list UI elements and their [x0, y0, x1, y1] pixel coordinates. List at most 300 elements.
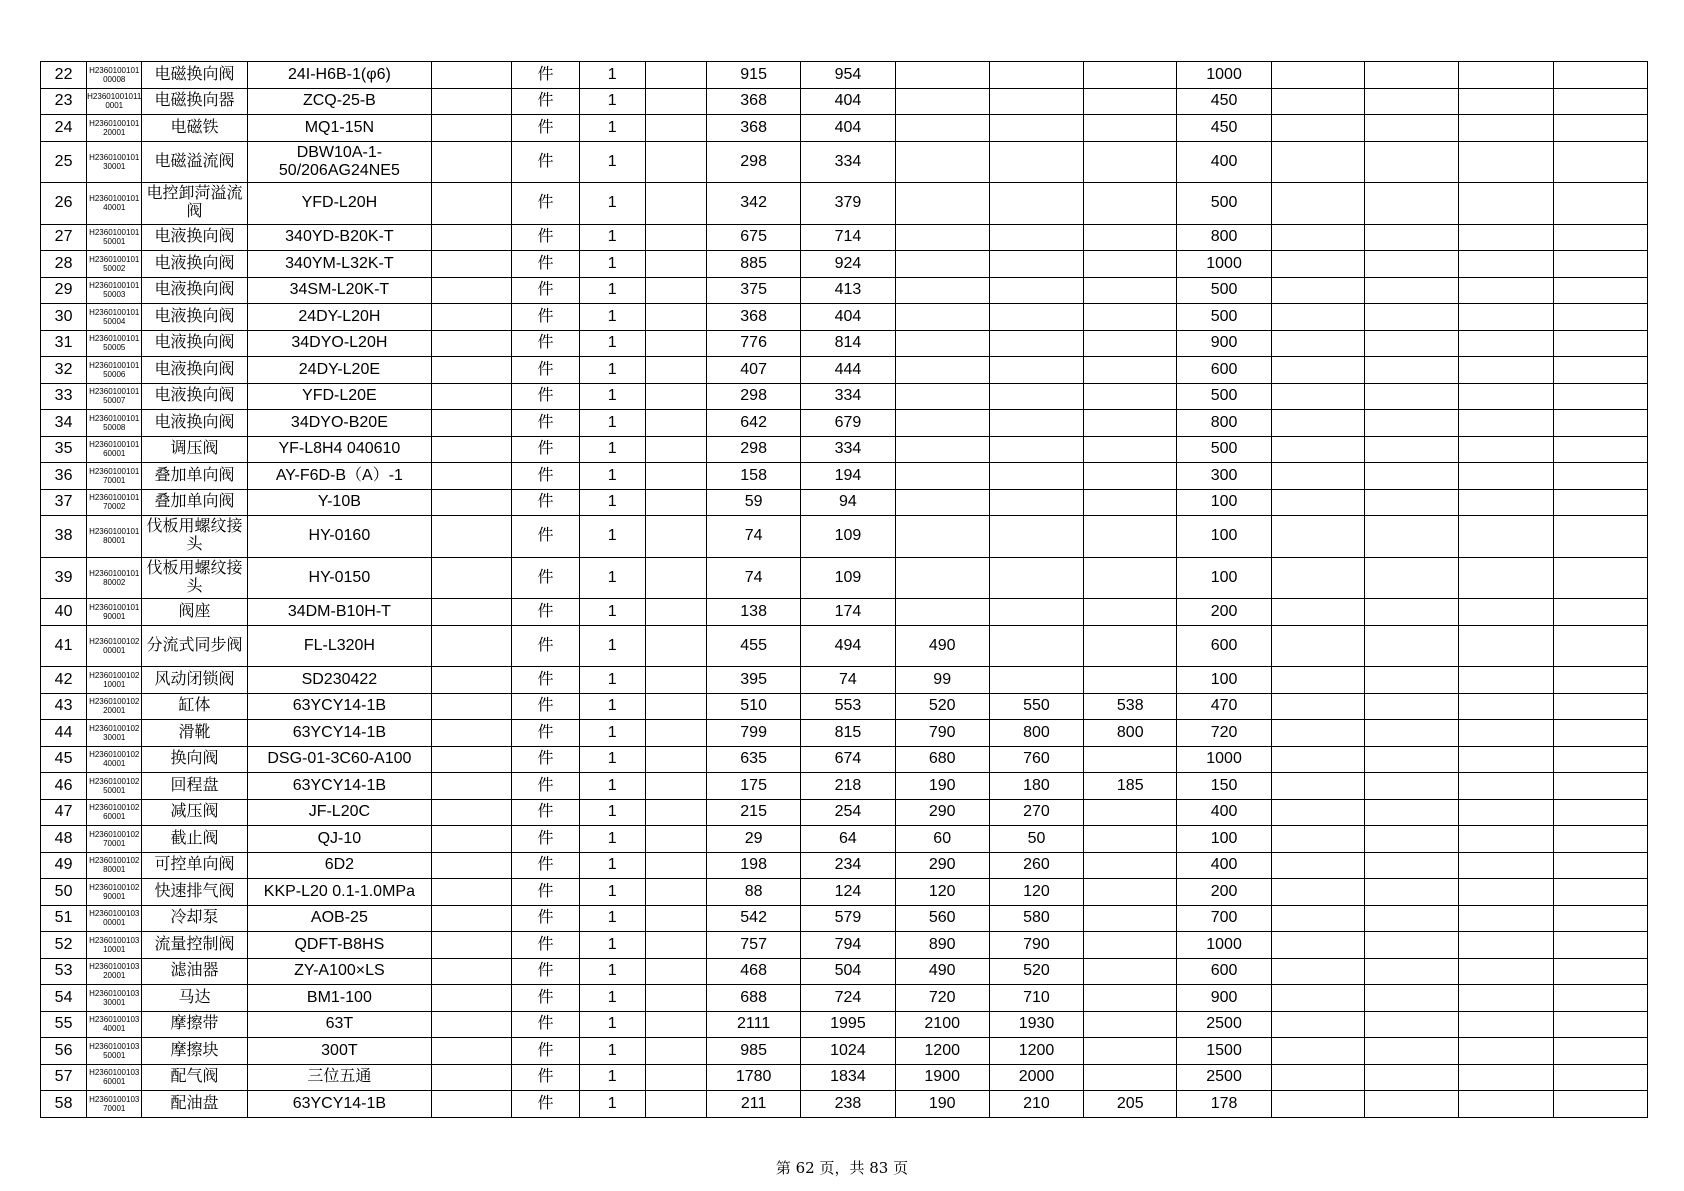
item-unit: 件: [512, 62, 579, 89]
price-2: 413: [801, 277, 895, 304]
item-name: 流量控制阀: [142, 932, 247, 959]
row-number: 23: [41, 88, 87, 115]
price-2: 109: [801, 557, 895, 599]
item-model: 63YCY14-1B: [247, 773, 432, 800]
item-name: 分流式同步阀: [142, 625, 247, 667]
empty-cell: [1553, 667, 1647, 694]
empty-cell: [1553, 799, 1647, 826]
item-quantity: 1: [579, 115, 645, 142]
price-6: 720: [1177, 720, 1271, 747]
empty-cell: [432, 88, 512, 115]
empty-cell: [1459, 693, 1553, 720]
empty-cell: [1271, 625, 1364, 667]
price-6: 1000: [1177, 932, 1271, 959]
item-name: 可控单向阀: [142, 852, 247, 879]
empty-cell: [432, 599, 512, 626]
row-number: 48: [41, 826, 87, 853]
empty-cell: [1553, 879, 1647, 906]
empty-cell: [645, 183, 706, 225]
item-quantity: 1: [579, 599, 645, 626]
empty-cell: [1364, 304, 1458, 331]
empty-cell: [1553, 436, 1647, 463]
empty-cell: [1459, 667, 1553, 694]
price-2: 234: [801, 852, 895, 879]
table-row: [41, 667, 1648, 694]
table-row: [41, 879, 1648, 906]
empty-cell: [1364, 141, 1458, 183]
empty-cell: [432, 383, 512, 410]
empty-cell: [1553, 62, 1647, 89]
empty-cell: [1459, 1064, 1553, 1091]
price-5: [1084, 746, 1177, 773]
price-1: 298: [707, 383, 801, 410]
empty-cell: [432, 958, 512, 985]
price-5: [1084, 436, 1177, 463]
price-4: [989, 141, 1083, 183]
price-5: [1084, 905, 1177, 932]
empty-cell: [1364, 799, 1458, 826]
price-2: 194: [801, 463, 895, 490]
empty-cell: [1459, 932, 1553, 959]
price-4: 1200: [989, 1038, 1083, 1065]
empty-cell: [432, 625, 512, 667]
row-number: 46: [41, 773, 87, 800]
empty-cell: [1459, 599, 1553, 626]
empty-cell: [1364, 693, 1458, 720]
item-code: H236010010270001: [87, 826, 142, 853]
empty-cell: [1364, 599, 1458, 626]
table-row: [41, 357, 1648, 384]
empty-cell: [1459, 879, 1553, 906]
item-code: H236010010280001: [87, 852, 142, 879]
empty-cell: [645, 599, 706, 626]
price-3: 190: [895, 1091, 989, 1118]
empty-cell: [645, 958, 706, 985]
empty-cell: [1553, 773, 1647, 800]
item-unit: 件: [512, 330, 579, 357]
item-unit: 件: [512, 224, 579, 251]
price-2: 924: [801, 251, 895, 278]
item-quantity: 1: [579, 62, 645, 89]
price-2: 1024: [801, 1038, 895, 1065]
item-model: 24DY-L20H: [247, 304, 432, 331]
price-3: [895, 304, 989, 331]
item-model: 24I-H6B-1(φ6): [247, 62, 432, 89]
empty-cell: [1364, 1091, 1458, 1118]
item-code: H236010010310001: [87, 932, 142, 959]
item-code: H236010010330001: [87, 985, 142, 1012]
price-4: [989, 183, 1083, 225]
table-row: [41, 599, 1648, 626]
item-code: H236010010360001: [87, 1064, 142, 1091]
empty-cell: [1364, 277, 1458, 304]
empty-cell: [1553, 1064, 1647, 1091]
item-code: H236010010260001: [87, 799, 142, 826]
empty-cell: [645, 667, 706, 694]
price-2: 334: [801, 436, 895, 463]
price-1: 675: [707, 224, 801, 251]
price-1: 158: [707, 463, 801, 490]
empty-cell: [1271, 932, 1364, 959]
price-1: 298: [707, 141, 801, 183]
item-model: 34DM-B10H-T: [247, 599, 432, 626]
empty-cell: [432, 557, 512, 599]
item-code: H236010010240001: [87, 746, 142, 773]
empty-cell: [1459, 183, 1553, 225]
table-row: [41, 251, 1648, 278]
empty-cell: [645, 410, 706, 437]
item-quantity: 1: [579, 932, 645, 959]
item-quantity: 1: [579, 277, 645, 304]
item-quantity: 1: [579, 693, 645, 720]
price-1: 757: [707, 932, 801, 959]
item-quantity: 1: [579, 799, 645, 826]
price-5: [1084, 1038, 1177, 1065]
table-row: [41, 489, 1648, 516]
price-3: 60: [895, 826, 989, 853]
item-name: 截止阀: [142, 826, 247, 853]
empty-cell: [645, 141, 706, 183]
empty-cell: [645, 516, 706, 558]
empty-cell: [1553, 88, 1647, 115]
price-2: 794: [801, 932, 895, 959]
price-4: [989, 277, 1083, 304]
empty-cell: [1364, 224, 1458, 251]
empty-cell: [1553, 463, 1647, 490]
price-3: [895, 383, 989, 410]
price-1: 395: [707, 667, 801, 694]
item-unit: 件: [512, 1064, 579, 1091]
empty-cell: [1364, 852, 1458, 879]
table-row: [41, 1038, 1648, 1065]
empty-cell: [1271, 330, 1364, 357]
price-6: 470: [1177, 693, 1271, 720]
item-quantity: 1: [579, 746, 645, 773]
price-1: 368: [707, 88, 801, 115]
table-row: [41, 183, 1648, 225]
empty-cell: [1459, 224, 1553, 251]
row-number: 28: [41, 251, 87, 278]
empty-cell: [645, 88, 706, 115]
item-model: SD230422: [247, 667, 432, 694]
item-unit: 件: [512, 557, 579, 599]
price-4: [989, 357, 1083, 384]
empty-cell: [1271, 115, 1364, 142]
price-2: 404: [801, 304, 895, 331]
empty-cell: [432, 489, 512, 516]
price-1: 59: [707, 489, 801, 516]
item-name: 叠加单向阀: [142, 463, 247, 490]
item-unit: 件: [512, 88, 579, 115]
table-row: [41, 277, 1648, 304]
page-footer: 第 62 页，共 83 页: [775, 1159, 909, 1177]
item-model: DBW10A-1-50/206AG24NE5: [247, 141, 432, 183]
empty-cell: [1459, 88, 1553, 115]
empty-cell: [1271, 1011, 1364, 1038]
price-5: [1084, 62, 1177, 89]
row-number: 49: [41, 852, 87, 879]
price-4: [989, 463, 1083, 490]
empty-cell: [645, 277, 706, 304]
empty-cell: [1271, 436, 1364, 463]
item-unit: 件: [512, 932, 579, 959]
price-1: 642: [707, 410, 801, 437]
item-name: 摩擦带: [142, 1011, 247, 1038]
price-1: 74: [707, 557, 801, 599]
price-3: [895, 251, 989, 278]
price-4: 210: [989, 1091, 1083, 1118]
empty-cell: [1364, 251, 1458, 278]
price-2: 954: [801, 62, 895, 89]
row-number: 25: [41, 141, 87, 183]
item-name: 配油盘: [142, 1091, 247, 1118]
empty-cell: [1271, 746, 1364, 773]
price-4: [989, 330, 1083, 357]
item-unit: 件: [512, 1091, 579, 1118]
empty-cell: [1459, 304, 1553, 331]
item-name: 缸体: [142, 693, 247, 720]
empty-cell: [1271, 88, 1364, 115]
price-5: [1084, 383, 1177, 410]
empty-cell: [1459, 625, 1553, 667]
price-4: 1930: [989, 1011, 1083, 1038]
empty-cell: [1364, 879, 1458, 906]
empty-cell: [1364, 826, 1458, 853]
empty-cell: [432, 852, 512, 879]
price-6: 100: [1177, 489, 1271, 516]
price-2: 334: [801, 383, 895, 410]
price-4: [989, 436, 1083, 463]
item-model: 34DYO-B20E: [247, 410, 432, 437]
empty-cell: [1553, 357, 1647, 384]
price-6: 900: [1177, 330, 1271, 357]
empty-cell: [645, 489, 706, 516]
price-3: 520: [895, 693, 989, 720]
empty-cell: [432, 826, 512, 853]
price-3: [895, 463, 989, 490]
price-6: 150: [1177, 773, 1271, 800]
table-row: [41, 115, 1648, 142]
item-code: H236010010150003: [87, 277, 142, 304]
row-number: 51: [41, 905, 87, 932]
price-3: [895, 410, 989, 437]
price-2: 679: [801, 410, 895, 437]
price-3: 490: [895, 625, 989, 667]
price-6: 1000: [1177, 251, 1271, 278]
price-3: 720: [895, 985, 989, 1012]
item-code: H236010010150006: [87, 357, 142, 384]
item-unit: 件: [512, 693, 579, 720]
price-4: [989, 410, 1083, 437]
empty-cell: [645, 251, 706, 278]
price-3: [895, 516, 989, 558]
item-unit: 件: [512, 489, 579, 516]
price-5: [1084, 799, 1177, 826]
empty-cell: [1459, 852, 1553, 879]
price-6: 500: [1177, 304, 1271, 331]
empty-cell: [1364, 985, 1458, 1012]
row-number: 50: [41, 879, 87, 906]
price-2: 379: [801, 183, 895, 225]
price-3: 680: [895, 746, 989, 773]
price-6: 300: [1177, 463, 1271, 490]
item-quantity: 1: [579, 516, 645, 558]
price-3: 890: [895, 932, 989, 959]
item-unit: 件: [512, 852, 579, 879]
price-4: 120: [989, 879, 1083, 906]
price-5: [1084, 985, 1177, 1012]
empty-cell: [1271, 720, 1364, 747]
empty-cell: [1553, 277, 1647, 304]
price-6: 500: [1177, 383, 1271, 410]
price-5: 185: [1084, 773, 1177, 800]
price-2: 254: [801, 799, 895, 826]
empty-cell: [645, 383, 706, 410]
price-4: 270: [989, 799, 1083, 826]
item-quantity: 1: [579, 88, 645, 115]
price-4: 580: [989, 905, 1083, 932]
item-code: H236010010140001: [87, 183, 142, 225]
row-number: 57: [41, 1064, 87, 1091]
price-4: [989, 383, 1083, 410]
empty-cell: [1459, 557, 1553, 599]
item-quantity: 1: [579, 1064, 645, 1091]
price-4: 550: [989, 693, 1083, 720]
table-row: [41, 826, 1648, 853]
price-1: 468: [707, 958, 801, 985]
item-model: 63YCY14-1B: [247, 720, 432, 747]
table-row: [41, 958, 1648, 985]
item-quantity: 1: [579, 251, 645, 278]
row-number: 30: [41, 304, 87, 331]
item-model: QDFT-B8HS: [247, 932, 432, 959]
price-6: 450: [1177, 115, 1271, 142]
table-row: [41, 720, 1648, 747]
price-4: [989, 516, 1083, 558]
empty-cell: [1459, 985, 1553, 1012]
price-2: 334: [801, 141, 895, 183]
price-4: 710: [989, 985, 1083, 1012]
price-2: 124: [801, 879, 895, 906]
item-model: 6D2: [247, 852, 432, 879]
price-3: [895, 224, 989, 251]
item-code: H236010010220001: [87, 693, 142, 720]
empty-cell: [1364, 516, 1458, 558]
empty-cell: [432, 773, 512, 800]
price-5: [1084, 357, 1177, 384]
price-5: 800: [1084, 720, 1177, 747]
price-3: 290: [895, 852, 989, 879]
price-2: 553: [801, 693, 895, 720]
table-row: [41, 516, 1648, 558]
empty-cell: [1364, 463, 1458, 490]
item-unit: 件: [512, 463, 579, 490]
item-quantity: 1: [579, 826, 645, 853]
empty-cell: [1553, 1091, 1647, 1118]
empty-cell: [1271, 693, 1364, 720]
item-quantity: 1: [579, 383, 645, 410]
empty-cell: [1364, 746, 1458, 773]
item-unit: 件: [512, 516, 579, 558]
item-model: 340YM-L32K-T: [247, 251, 432, 278]
empty-cell: [1459, 826, 1553, 853]
empty-cell: [645, 115, 706, 142]
empty-cell: [432, 1038, 512, 1065]
price-5: [1084, 463, 1177, 490]
price-2: 404: [801, 115, 895, 142]
item-code: H236010010120001: [87, 115, 142, 142]
table-row: [41, 985, 1648, 1012]
empty-cell: [1271, 667, 1364, 694]
price-4: 760: [989, 746, 1083, 773]
price-3: [895, 115, 989, 142]
row-number: 33: [41, 383, 87, 410]
empty-cell: [1553, 985, 1647, 1012]
price-2: 714: [801, 224, 895, 251]
price-6: 200: [1177, 599, 1271, 626]
price-5: [1084, 852, 1177, 879]
item-code: H236010010150004: [87, 304, 142, 331]
item-code: H236010010100008: [87, 62, 142, 89]
empty-cell: [1364, 905, 1458, 932]
empty-cell: [1271, 773, 1364, 800]
price-1: 29: [707, 826, 801, 853]
empty-cell: [432, 667, 512, 694]
price-3: 190: [895, 773, 989, 800]
empty-cell: [1553, 224, 1647, 251]
item-name: 伐板用螺纹接头: [142, 557, 247, 599]
table-row: [41, 224, 1648, 251]
row-number: 58: [41, 1091, 87, 1118]
empty-cell: [1364, 958, 1458, 985]
row-number: 52: [41, 932, 87, 959]
item-code: H236010010160001: [87, 436, 142, 463]
empty-cell: [1553, 410, 1647, 437]
empty-cell: [1459, 489, 1553, 516]
item-name: 减压阀: [142, 799, 247, 826]
empty-cell: [645, 62, 706, 89]
table-row: [41, 746, 1648, 773]
empty-cell: [1364, 1038, 1458, 1065]
price-5: [1084, 88, 1177, 115]
empty-cell: [1271, 141, 1364, 183]
item-quantity: 1: [579, 463, 645, 490]
price-2: 814: [801, 330, 895, 357]
item-quantity: 1: [579, 489, 645, 516]
price-6: 600: [1177, 958, 1271, 985]
empty-cell: [1271, 905, 1364, 932]
price-5: [1084, 141, 1177, 183]
empty-cell: [432, 932, 512, 959]
item-quantity: 1: [579, 183, 645, 225]
empty-cell: [432, 516, 512, 558]
empty-cell: [1459, 1011, 1553, 1038]
empty-cell: [1553, 141, 1647, 183]
price-6: 1500: [1177, 1038, 1271, 1065]
item-name: 阀座: [142, 599, 247, 626]
price-1: 175: [707, 773, 801, 800]
price-2: 674: [801, 746, 895, 773]
price-1: 88: [707, 879, 801, 906]
empty-cell: [1271, 985, 1364, 1012]
empty-cell: [432, 1011, 512, 1038]
empty-cell: [1459, 383, 1553, 410]
item-unit: 件: [512, 304, 579, 331]
row-number: 36: [41, 463, 87, 490]
item-unit: 件: [512, 985, 579, 1012]
table-row: [41, 88, 1648, 115]
item-name: 马达: [142, 985, 247, 1012]
